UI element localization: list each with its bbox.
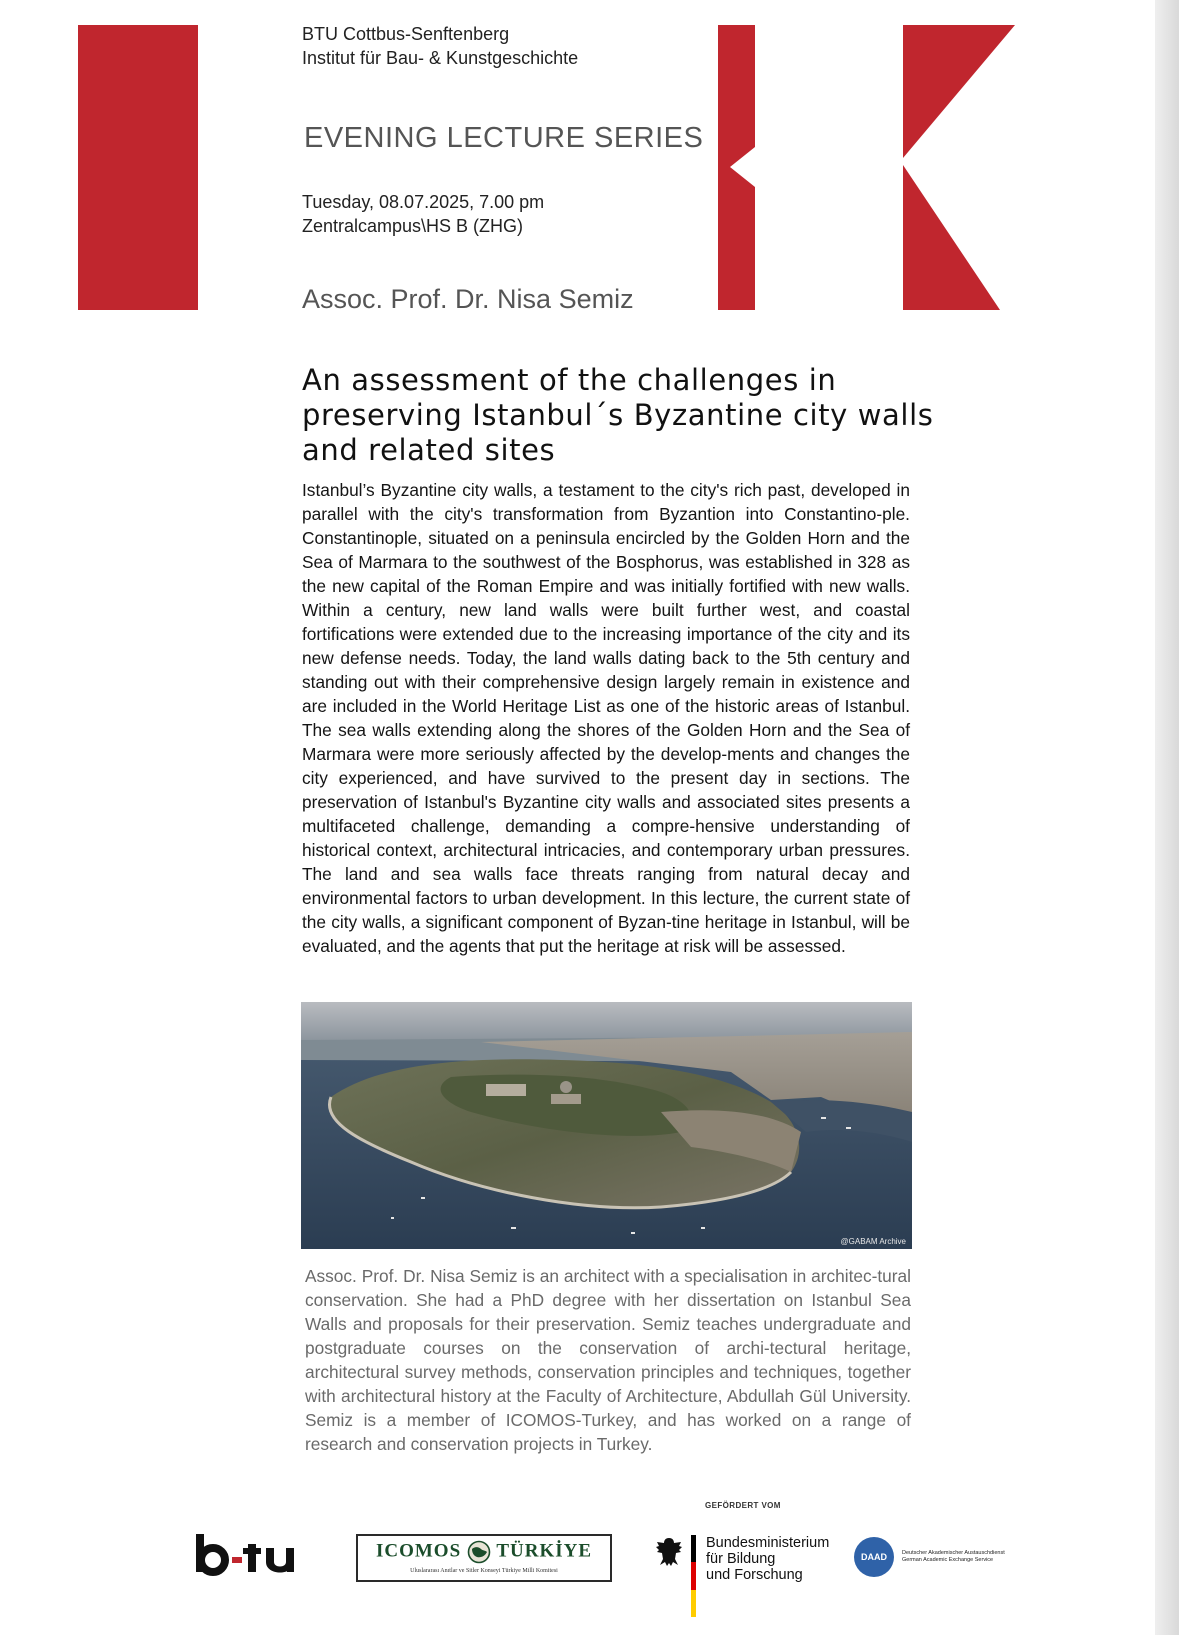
- turkiye-label: TÜRKİYE: [496, 1540, 593, 1562]
- daad-line-1: Deutscher Akademischer Austauschdienst: [902, 1550, 1005, 1556]
- header-affiliation: [302, 22, 578, 70]
- icomos-label: ICOMOS: [375, 1540, 462, 1562]
- btu-logo: [196, 1532, 310, 1582]
- red-bar-graphic: [78, 25, 198, 310]
- globe-icon: [467, 1540, 491, 1564]
- bmbf-name: [706, 1535, 829, 1583]
- bmbf-logo: [654, 1535, 834, 1619]
- icomos-turkiye-logo: [356, 1534, 612, 1582]
- icomos-wordmark: [358, 1540, 610, 1564]
- daad-badge: DAAD: [854, 1537, 894, 1577]
- event-details: [302, 190, 544, 238]
- bmbf-line-2: für Bildung: [706, 1551, 776, 1567]
- icomos-subtitle: Uluslararası Anıtlar ve Sitler Konseyi Türkiye Milli Komitesi: [410, 1568, 558, 1574]
- daad-line-2: German Academic Exchange Service: [902, 1557, 994, 1563]
- speaker-bio: Assoc. Prof. Dr. Nisa Semiz is an architect with a specialisation in architec-tural conservation. She had a PhD degree with her dissertation on Istanbul Sea Walls and proposals for their preservation. Semiz teaches undergraduate and postgraduate courses on the conservation of archi-tectural heritage, architectural survey methods, conservation principles and techniques, together with architectural history at the Faculty of Architecture, Abdullah Gül University. Semiz is a member of ICOMOS-Turkey, and has worked on a range of research and conservation projects in Turkey.: [305, 1266, 911, 1454]
- federal-eagle-icon: [654, 1535, 684, 1569]
- lecture-abstract: Istanbul’s Byzantine city walls, a testament to the city's rich past, developed in parallel with the city's transformation from Byzantion into Constantino-ple. Constantinople, situated on a peninsula encircled by the Golden Horn and the Sea of Marmara to the southwest of the Bosphorus, was established in 328 as the new capital of the Roman Empire and was initially fortified with new walls. Within a century, new land walls were built further west, and coastal fortifications were extended due to the increasing importance of the city and its new defense needs. Today, the land walls dating back to the 5th century and standing out with their comprehensive design largely remain in existence and are included in the World Heritage List as one of the historic areas of Istanbul. The sea walls extending along the shores of the Golden Horn and the Sea of Marmara were more seriously affected by the develop-ments and changes the city experienced, and have survived to the present day in sections. The preservation of Istanbul's Byzantine city walls and associated sites presents a multifaceted challenge, demanding a compre-hensive understanding of historical context, architectural intricacies, and contemporary urban pressures. The land and sea walls face threats ranging from natural decay and environmental factors to urban development. In this lecture, the current state of the city walls, a significant component of Byzan-tine heritage in Istanbul, will be evaluated, and the agents that put the heritage at risk will be assessed.: [302, 480, 910, 956]
- daad-logo: [854, 1537, 1024, 1577]
- bmbf-line-1: Bundesministerium: [706, 1535, 830, 1551]
- daad-name: [902, 1550, 1005, 1564]
- series-title: EVENING LECTURE SERIES: [304, 122, 704, 154]
- k-letter-graphic: [718, 25, 1015, 310]
- speaker-name: Assoc. Prof. Dr. Nisa Semiz: [302, 284, 634, 314]
- german-flag-stripe: [691, 1535, 696, 1617]
- university-name: BTU Cottbus-Senftenberg: [302, 24, 510, 44]
- photo-credit: @GABAM Archive: [840, 1237, 906, 1246]
- lecture-title: An assessment of the challenges in preserving Istanbul´s Byzantine city walls and related sites: [302, 363, 934, 467]
- funded-by-label: GEFÖRDERT VOM: [705, 1501, 781, 1510]
- event-datetime: Tuesday, 08.07.2025, 7.00 pm: [302, 192, 545, 212]
- institute-name: Institut für Bau- & Kunstgeschichte: [302, 48, 579, 68]
- event-location: Zentralcampus\HS B (ZHG): [302, 216, 524, 236]
- aerial-photo-istanbul: [301, 1002, 912, 1249]
- bmbf-line-3: und Forschung: [706, 1567, 803, 1583]
- page-edge-shadow: [1155, 0, 1179, 1635]
